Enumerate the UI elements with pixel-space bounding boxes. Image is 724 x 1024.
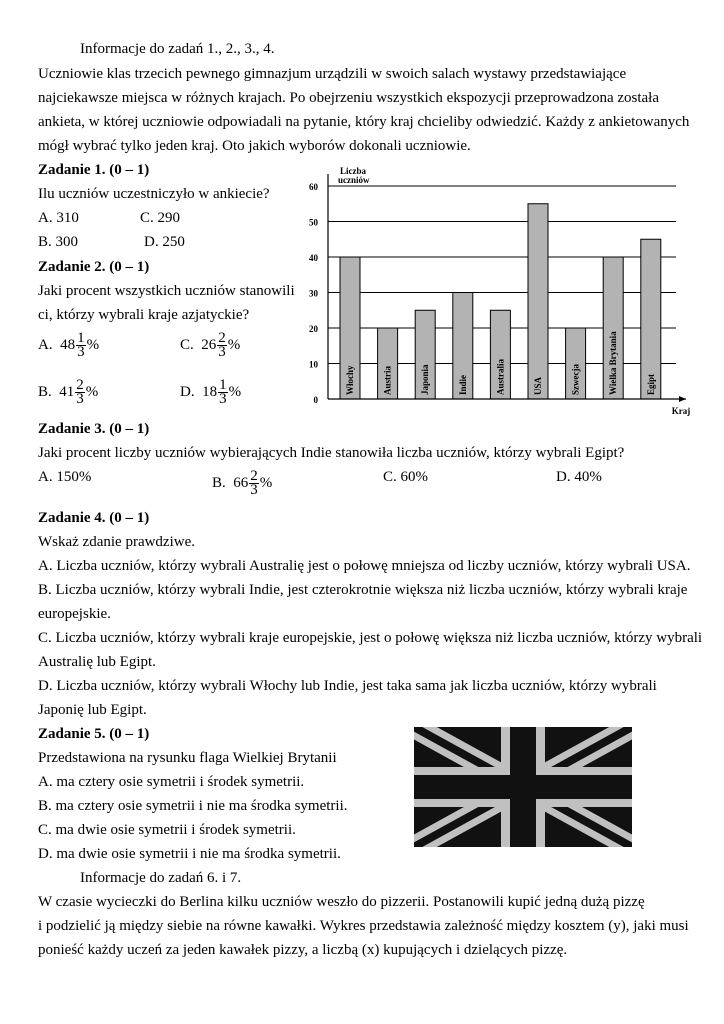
y-tick-label: 60: [309, 182, 318, 192]
task2-option-c[interactable]: C. 26 $\frac{2}{3}$ %: [180, 330, 241, 360]
task5-option-c[interactable]: C. ma dwie osie symetrii i środek symetrii.: [38, 822, 296, 838]
bar-label: Wielka Brytania: [608, 331, 619, 395]
intro2-line-2: i podzielić ją między siebie na równe kawałki. Wykres przedstawia zależność między kosztem (y), jaki musi: [38, 918, 689, 934]
task3-question: Jaki procent liczby uczniów wybierających Indie stanowiła liczba uczniów, którzy wybrali Egipt?: [38, 445, 625, 461]
intro2-line-3: ponieść każdy uczeń za jeden kawałek pizzy, a liczbą (x) kupujących i dzielących pizzę.: [38, 942, 568, 958]
task3-option-c[interactable]: C. 60%: [383, 469, 428, 485]
bar-label: Włochy: [345, 365, 355, 395]
task2-option-d[interactable]: D. 18 $\frac{1}{3}$ %: [180, 377, 242, 407]
y-axis-label-2: uczniów: [338, 175, 370, 185]
task4-option-a[interactable]: A. Liczba uczniów, którzy wybrali Australię jest o połowę mniejsza od liczby uczniów, którzy wybrali USA.: [38, 558, 691, 574]
task4-option-b-cont[interactable]: europejskie.: [38, 606, 111, 622]
task2-option-a[interactable]: A. 48 $\frac{1}{3}$ %: [38, 330, 100, 360]
y-tick-label: 30: [309, 288, 318, 299]
intro-line-2: najciekawsze miejsca w różnych krajach. Po obejrzeniu wszystkich ekspozycji przeprowadzona została: [38, 90, 659, 106]
task4-option-d-cont[interactable]: Japonię lub Egipt.: [38, 702, 147, 718]
task5-option-a[interactable]: A. ma cztery osie symetrii i środek symetrii.: [38, 774, 305, 790]
task5-option-d[interactable]: D. ma dwie osie symetrii i nie ma środka symetrii.: [38, 846, 341, 862]
task5-title: Zadanie 5. (0 – 1): [38, 726, 150, 742]
task4-option-c-cont[interactable]: Australię lub Egipt.: [38, 654, 156, 670]
bar-usa: [528, 204, 548, 399]
x-axis-arrow: [679, 396, 686, 402]
chart-ticks: [309, 182, 319, 405]
task5-question: Przedstawiona na rysunku flaga Wielkiej Brytanii: [38, 750, 337, 766]
task3-option-a[interactable]: A. 150%: [38, 469, 92, 485]
task1-question: Ilu uczniów uczestniczyło w ankiecie?: [38, 186, 270, 202]
y-tick-label: 20: [309, 324, 318, 334]
task1-option-d[interactable]: D. 250: [144, 234, 185, 250]
bar-label: Indie: [457, 374, 468, 395]
task2-question-2: ci, którzy wybrali kraje azjatyckie?: [38, 307, 250, 323]
chart-labels: [338, 166, 690, 416]
task3-option-d[interactable]: D. 40%: [556, 469, 602, 485]
task1-option-c[interactable]: C. 290: [140, 210, 181, 226]
y-tick-label: 0: [313, 395, 318, 405]
task2-option-b[interactable]: B. 41 $\frac{2}{3}$ %: [38, 377, 99, 407]
y-tick-label: 10: [309, 359, 318, 370]
intro2-line-1: W czasie wycieczki do Berlina kilku uczniów weszło do pizzerii. Postanowili kupić jedną dużą pizzę: [38, 894, 645, 910]
y-axis-label: Liczba: [340, 166, 366, 176]
bar-label: USA: [533, 376, 543, 395]
task4-option-d[interactable]: D. Liczba uczniów, którzy wybrali Włochy lub Indie, jest taka sama jak liczba uczniów, którzy wybrali: [38, 678, 657, 694]
task4-title: Zadanie 4. (0 – 1): [38, 510, 150, 526]
bar-label: Szwecja: [570, 364, 581, 395]
task1-title: Zadanie 1. (0 – 1): [38, 162, 150, 178]
task4-option-c[interactable]: C. Liczba uczniów, którzy wybrali kraje europejskie, jest o połowę większa niż liczba uczniów, którzy wybrali: [38, 630, 703, 646]
task1-option-a[interactable]: A. 310: [38, 210, 79, 226]
task2-title: Zadanie 2. (0 – 1): [38, 259, 150, 275]
task4-option-b[interactable]: B. Liczba uczniów, którzy wybrali Indie, jest czterokrotnie większa niż liczba uczniów, którzy wybrali kraje: [38, 582, 688, 598]
union-jack-flag: [414, 727, 632, 847]
intro-line-1: Uczniowie klas trzecich pewnego gimnazjum urządzili w swoich salach wystawy przedstawiające: [38, 66, 627, 82]
y-tick-label: 40: [309, 253, 318, 263]
bar-label: Australia: [495, 359, 506, 395]
bar-label: Japonia: [420, 364, 431, 395]
task2-question-1: Jaki procent wszystkich uczniów stanowili: [38, 283, 295, 299]
task3-title: Zadanie 3. (0 – 1): [38, 421, 150, 437]
intro-line-3: ankieta, w której uczniowie odpowiadali na pytanie, który kraj chcieliby odwiedzić. Każdy z ankietowanych: [38, 114, 690, 130]
task4-question: Wskaż zdanie prawdziwe.: [38, 534, 196, 550]
bar-chart: [290, 160, 690, 420]
bar-label: Austria: [382, 366, 393, 395]
intro2-heading: Informacje do zadań 6. i 7.: [80, 870, 242, 886]
task5-option-b[interactable]: B. ma cztery osie symetrii i nie ma środka symetrii.: [38, 798, 348, 814]
intro-heading: Informacje do zadań 1., 2., 3., 4.: [80, 41, 275, 57]
bar-label: Egipt: [645, 373, 656, 395]
y-tick-label: 50: [309, 217, 318, 228]
x-axis-label: Kraj: [671, 406, 690, 416]
task3-option-b[interactable]: B. 66 $\frac{2}{3}$ %: [212, 468, 273, 498]
intro-line-4: mógł wybrać tylko jeden kraj. Oto jakich wyborów dokonali uczniowie.: [38, 138, 471, 154]
task1-option-b[interactable]: B. 300: [38, 234, 79, 250]
